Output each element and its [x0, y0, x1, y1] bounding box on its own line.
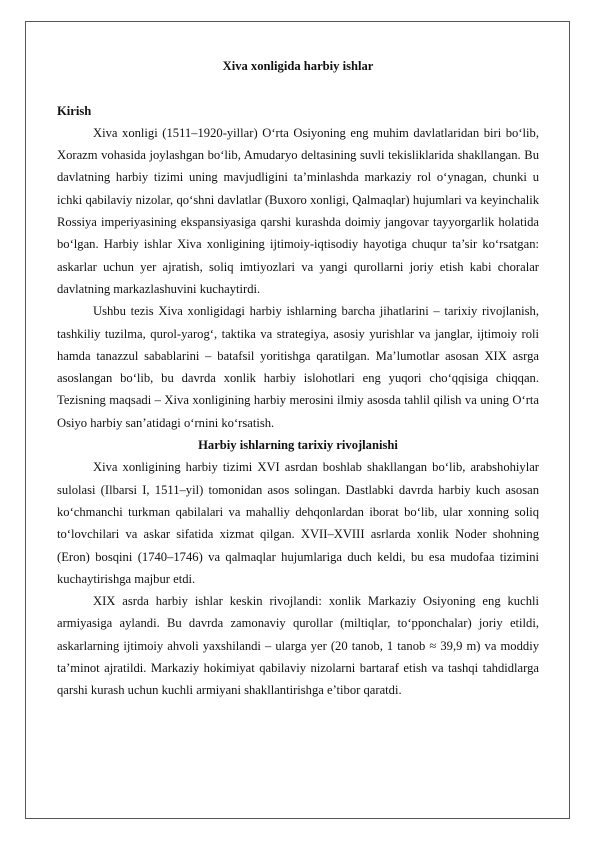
document-body — [57, 55, 539, 702]
paragraph: Xiva xonligi (1511–1920-yillar) O‘rta Osiyoning eng muhim davlatlaridan biri bo‘lib, Xorazm vohasida joylashgan bo‘lib, Amudaryo deltasining suvli tekisliklarida shakllangan. Bu davlatning harbiy tizimi uning mavjudligini ta’minlashda markaziy rol o‘ynagan, chunki u ichki qabilaviy nizolar, qo‘shni davlatlar (Buxoro xonligi, Qalmaqlar) hujumlari va keyinchalik Rossiya imperiyasining ekspansiyasiga qarshi kurashda doimiy jangovar tayyorgarlik holatida bo‘lgan. Harbiy ishlar Xiva xonligining ijtimoiy-iqtisodiy hayotiga chuqur ta’sir ko‘rsatgan: askarlar uchun yer ajratish, soliq imtiyozlari va yangi qurollarni joriy etish kabi choralar davlatning markazlashuvini kuchaytirdi. — [57, 125, 539, 296]
paragraph: XIX asrda harbiy ishlar keskin rivojlandi: xonlik Markaziy Osiyoning eng kuchli armiyasiga aylandi. Bu davrda zamonaviy qurollar (miltiqlar, to‘pponchalar) joriy etildi, askarlarning ijtimoiy ahvoli yaxshilandi – ularga yer (20 tanob, 1 tanob ≈ 39,9 m) va moddiy ta’minot ajratildi. Markaziy hokimiyat qabilaviy nizolarni bartaraf etish va tashqi tahdidlarga qarshi kurash uchun kuchli armiyani shakllantirishga e’tibor qaratdi. — [57, 594, 539, 698]
document-title: Xiva xonligida harbiy ishlar — [222, 59, 374, 73]
paragraph: Xiva xonligining harbiy tizimi XVI asrdan boshlab shakllangan bo‘lib, arabshohiylar sulolasi (Ilbarsi I, 1511–yil) tomonidan asos solingan. Dastlabki davrda harbiy kuch asosan ko‘chmanchi turkman qabilalari va mahalliy dehqonlardan iborat bo‘lib, ular xonning soliq to‘lovchilari va askar sifatida xizmat qilgan. XVII–XVIII asrlarda xonlik Noder shohning (Eron) bosqini (1740–1746) va qalmaqlar hujumlariga duch keldi, bu esa mudofaa tizimini kuchaytirishga majbur etdi. — [57, 460, 539, 586]
paragraph: Ushbu tezis Xiva xonligidagi harbiy ishlarning barcha jihatlarini – tarixiy rivojlanish, tashkiliy tuzilma, qurol-yarog‘, taktika va strategiya, asosiy yurishlar va janglar, ijtimoiy roli hamda tanazzul sabablarini – batafsil yoritishga qaratilgan. Ma’lumotlar asosan XIX asrga asoslangan bo‘lib, bu davrda xonlik harbiy islohotlari eng yuqori cho‘qqisiga chiqqan. Tezisning maqsadi – Xiva xonligining harbiy merosini ilmiy asosda tahlil qilish va uning O‘rta Osiyo harbiy san’atidagi o‘rnini ko‘rsatish. — [57, 304, 539, 430]
section-heading-introduction: Kirish — [57, 103, 92, 118]
title-spacer — [57, 77, 539, 99]
section-heading-history: Harbiy ishlarning tarixiy rivojlanishi — [198, 438, 398, 453]
